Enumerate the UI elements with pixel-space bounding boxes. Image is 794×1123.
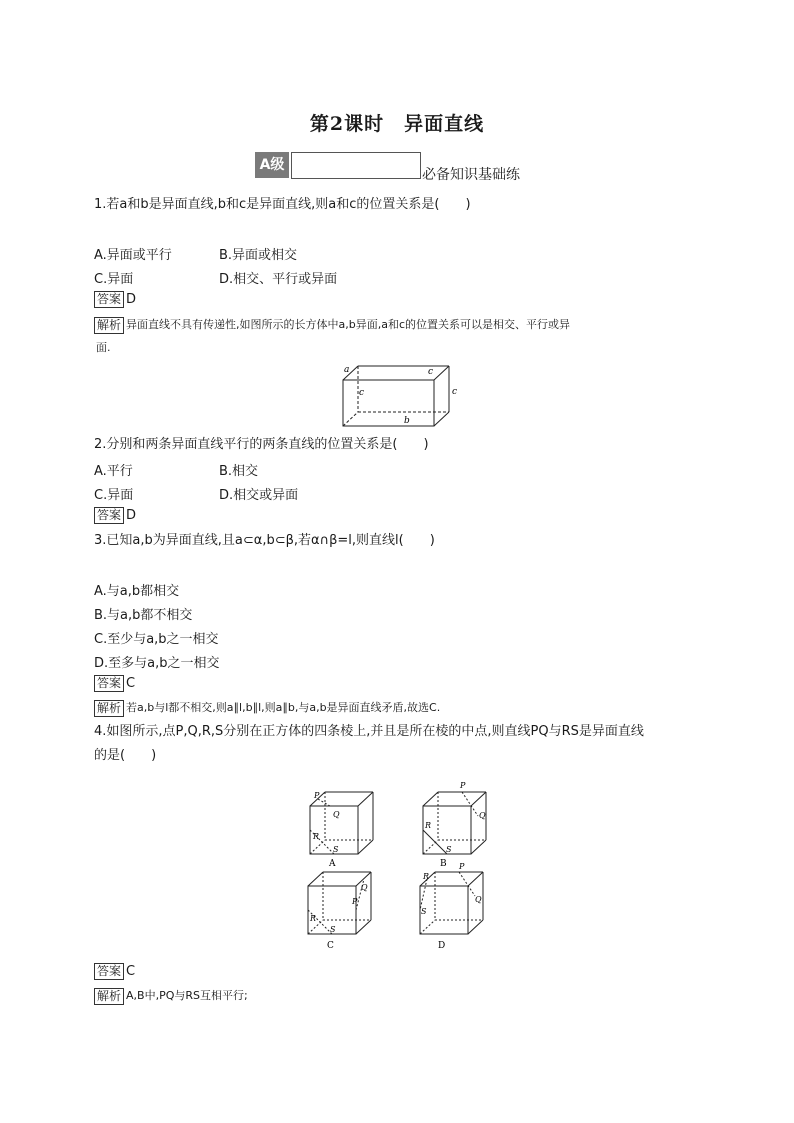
cube-b-label-r: R	[425, 821, 432, 830]
cube-d-label-p: P	[459, 862, 465, 871]
cube-b-label-q: Q	[479, 811, 486, 820]
cube-d-label-r: R	[423, 872, 430, 881]
figure-label-c-left: c	[359, 388, 365, 398]
cube-a-label-p: P	[314, 791, 320, 800]
q2-answer-row	[94, 506, 136, 526]
q4-stem-line2: 的是( )	[94, 748, 157, 763]
q1-stem: 1.若a和b是异面直线,b和c是异面直线,则a和c的位置关系是( )	[94, 197, 471, 212]
q4-answer-row	[94, 962, 135, 982]
answer-tag: 答案	[94, 291, 124, 308]
q3-analysis: 若a,b与l都不相交,则a∥l,b∥l,则a∥b,与a,b是异面直线矛盾,故选C.	[126, 701, 441, 714]
q4-analysis: A,B中,PQ与RS互相平行;	[126, 989, 248, 1002]
q3-answer-row	[94, 674, 135, 694]
q3-option-a: A.与a,b都相交	[94, 584, 180, 599]
analysis-tag: 解析	[94, 317, 124, 334]
q3-option-c: C.至少与a,b之一相交	[94, 632, 219, 647]
figure-label-c-top: c	[428, 367, 434, 377]
analysis-tag: 解析	[94, 988, 124, 1005]
q1-answer: D	[126, 292, 137, 307]
q3-option-d: D.至多与a,b之一相交	[94, 656, 220, 671]
cube-caption-a: A	[329, 859, 336, 869]
q2-option-c: C.异面	[94, 488, 134, 503]
answer-tag: 答案	[94, 507, 124, 524]
level-text: 必备知识基础练	[422, 167, 520, 183]
q1-analysis-line2: 面.	[96, 341, 111, 354]
cube-b-label-s: S	[446, 845, 452, 854]
q1-option-a: A.异面或平行	[94, 248, 172, 263]
cube-c-label-q: Q	[361, 883, 368, 892]
q1-cuboid-figure	[335, 360, 460, 430]
page-title: 第2课时 异面直线	[309, 113, 485, 135]
q3-stem: 3.已知a,b为异面直线,且a⊂α,b⊂β,若α∩β=l,则直线l( )	[94, 533, 435, 548]
cube-caption-c: C	[327, 941, 334, 951]
answer-tag: 答案	[94, 963, 124, 980]
q2-stem: 2.分别和两条异面直线平行的两条直线的位置关系是( )	[94, 437, 429, 452]
analysis-tag: 解析	[94, 700, 124, 717]
q1-answer-row	[94, 290, 136, 310]
cube-c-label-r: R	[310, 914, 317, 923]
level-badge: A级	[255, 152, 289, 178]
q2-option-b: B.相交	[219, 464, 259, 479]
figure-label-c-right: c	[452, 387, 458, 397]
cube-caption-b: B	[440, 859, 447, 869]
q3-answer: C	[126, 676, 136, 691]
q2-option-a: A.平行	[94, 464, 133, 479]
level-frame	[291, 152, 421, 179]
cube-c-label-s: S	[330, 925, 336, 934]
cube-d-label-s: S	[421, 907, 427, 916]
q1-analysis-line1: 异面直线不具有传递性,如图所示的长方体中a,b异面,a和c的位置关系可以是相交、平行或异	[126, 318, 571, 331]
q4-cube-figures	[300, 780, 500, 952]
cube-d-label-q: Q	[475, 895, 482, 904]
q1-option-b: B.异面或相交	[219, 248, 298, 263]
q3-option-b: B.与a,b都不相交	[94, 608, 193, 623]
q1-option-d: D.相交、平行或异面	[219, 272, 338, 287]
cube-a-label-q: Q	[333, 810, 340, 819]
figure-label-b: b	[404, 416, 410, 426]
cube-caption-d: D	[438, 941, 446, 951]
q1-analysis-row	[94, 315, 570, 335]
q4-analysis-row	[94, 986, 248, 1006]
q3-analysis-row	[94, 698, 440, 718]
q4-stem-line1: 4.如图所示,点P,Q,R,S分别在正方体的四条棱上,并且是所在棱的中点,则直线PQ与RS是异面直线	[94, 724, 644, 739]
figure-label-a: a	[344, 365, 350, 375]
q2-option-d: D.相交或异面	[219, 488, 299, 503]
cube-c-label-p: P	[352, 897, 358, 906]
answer-tag: 答案	[94, 675, 124, 692]
cube-b-label-p: P	[460, 781, 466, 790]
q4-answer: C	[126, 964, 136, 979]
q2-answer: D	[126, 508, 137, 523]
cube-a-label-s: S	[333, 845, 339, 854]
cube-a-label-r: R	[313, 832, 320, 841]
q1-option-c: C.异面	[94, 272, 134, 287]
